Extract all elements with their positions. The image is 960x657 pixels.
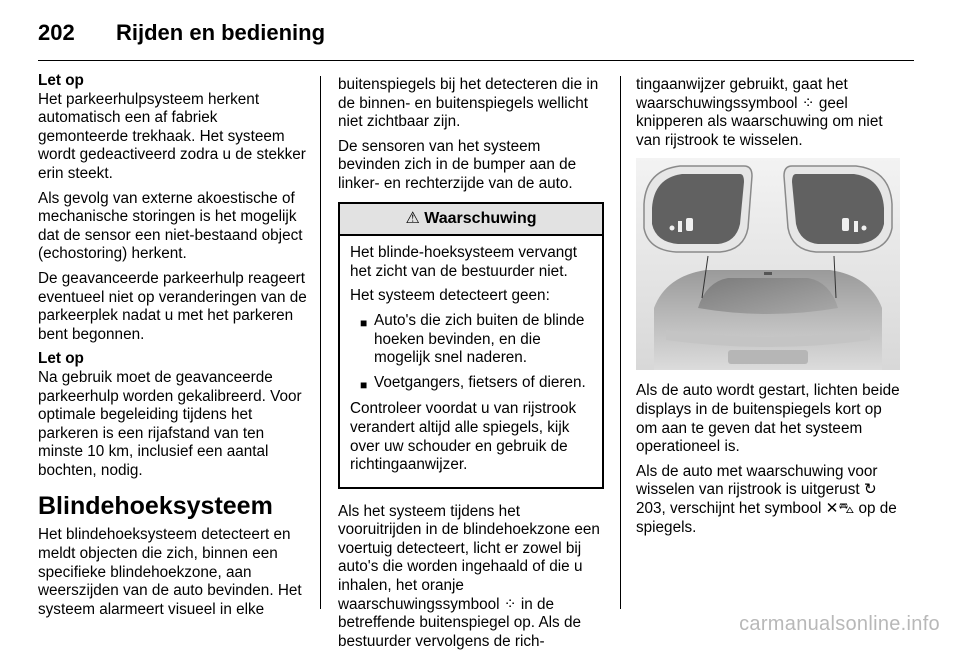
blind-spot-mirror-illustration [636,158,900,370]
bullet-text: Voetgangers, fietsers of dieren. [374,373,586,391]
section-title: Blindehoeksysteem [38,492,273,521]
column-1 [38,72,308,625]
list-item [350,374,592,395]
note-paragraph: Als gevolg van externe akoestische of mechanische storingen is het mogelijk dat de sensor een niet-bestaand object (echostoring) herkent. [38,189,303,263]
watermark: carmanualsonline.info [739,613,940,635]
warning-body [340,236,602,487]
chapter-title: Rijden en bediening [116,20,326,45]
warning-title: Waarschuwing [424,209,537,227]
page-number: 202 [38,20,75,45]
note-title: Let op [38,350,84,368]
body-paragraph: Als het systeem tijdens het vooruitrijden in de blindehoekzone een voertuig detecteert, licht er zowel bij auto's die worden ingehaald of die u inhalen, het oranje waarschuwingssymbool ⁘ in de betreffende buitenspiegel op. Als de bestuurder vervolgens de rich- [338,502,600,650]
body-paragraph: Als de auto wordt gestart, lichten beide displays in de buitenspiegels kort op om aan te geven dat het systeem operationeel is. [636,382,900,456]
note-title: Let op [38,72,84,89]
note-paragraph: Het parkeerhulpsysteem herkent automatisch een af fabriek gemonteerde trekhaak. Het systeem wordt gedeactiveerd zodra u de stekker erin steekt. [38,90,306,182]
note-paragraph: Na gebruik moet de geavanceerde parkeerhulp worden gekalibreerd. Voor optimale begeleiding tijdens het parkeren is een rijafstand van ten minste 10 km, inclusief een aantal bochten, nodig. [38,368,302,479]
column-divider [320,76,321,609]
warning-paragraph: Het systeem detecteert geen: [350,287,550,305]
body-paragraph: De sensoren van het systeem bevinden zich in de bumper aan de linker- en rechterzijde van de auto. [338,137,577,192]
list-item [350,312,592,368]
bullet-icon: ■ [360,315,368,330]
note-paragraph: De geavanceerde parkeerhulp reageert eventueel niet op veranderingen van de parkeerplek nadat u met het parkeren bent begonnen. [38,269,307,343]
warning-paragraph: Het blinde-hoeksysteem vervangt het zicht van de bestuurder niet. [350,244,578,280]
warning-box [338,202,604,489]
warning-icon: ⚠ [405,209,420,227]
page-header [38,14,918,50]
body-paragraph: tingaanwijzer gebruikt, gaat het waarschuwingssymbool ⁘ geel knipperen als waarschuwing om niet van rijstrook te wisselen. [636,76,883,149]
bullet-icon: ■ [360,377,368,392]
warning-paragraph: Controleer voordat u van rijstrook verandert altijd alle spiegels, kijk over uw schouder en gebruik de richtingaanwijzer. [350,400,577,474]
bullet-text: Auto's die zich buiten de blinde hoeken bevinden, en die mogelijk snel naderen. [374,311,585,367]
header-divider [38,60,914,61]
body-paragraph: Het blindehoeksysteem detecteert en meldt objecten die zich, binnen een specifieke blindehoekzone, aan weerszijden van de auto bevinden. Het systeem alarmeert visueel in elke [38,526,302,618]
column-3 [636,76,906,543]
body-paragraph: Als de auto met waarschuwing voor wisselen van rijstrook is uitgerust ↻ 203, verschijnt het symbool ✕⛍ op de spiegels. [636,462,897,536]
column-divider [620,76,621,609]
warning-header [340,204,602,237]
column-2 [338,76,604,657]
body-paragraph: buitenspiegels bij het detecteren die in de binnen- en buitenspiegels wellicht niet zichtbaar zijn. [338,76,599,131]
